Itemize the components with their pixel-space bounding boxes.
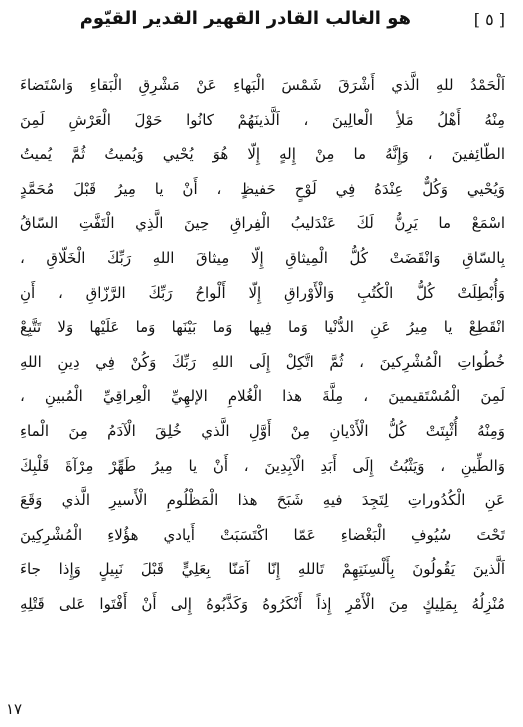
- text-line: اسْمَعْ ما يَرِنُّ لَكَ عَنْدَليبُ الْفِراقِ حِينَ الَّذِي الْتَفَّتِ السّاقُ: [20, 214, 505, 233]
- text-line: بِالسّاقِ وَانْقَضَتْ كُلُّ الْمِيثاقِ إِلّا مِيثاقَ اللهِ رَبِّكَ الْخَلّاقِ ،: [20, 248, 505, 267]
- body-text: [20, 68, 505, 622]
- text-line: اَلَّذينَ يَقُولُونَ بِأَلْسِنَتِهِمْ تَاللهِ إِنّا آمَنّا بِعَلِيٍّ قَبْلَ نَبِيلٍ وَإِذا جاءَ: [20, 560, 505, 579]
- page-header: [18, 2, 505, 42]
- text-line: مِنْهُ أَهْلُ مَلأِ الْعالِينَ ، اَلَّذينَهُمْ كانُوا حَوْلَ الْعَرْشِ لَمِنَ: [20, 110, 505, 129]
- text-line: وَأُبْطِلَتْ كُلُّ الْكُتُبِ وَالْأَوْراقِ إِلّا أَلْواحُ رَبِّكَ الرَّزّاقِ ، أَنِ: [20, 283, 505, 302]
- text-line: عَنِ الْكُدُوراتِ لِتَجِدَ فيهِ شَبَحَ هذا الْمَظْلُومِ الْأَسيرِ الَّذي وَقَعَ: [20, 491, 505, 510]
- text-line: انْقَطِعْ يا مِيرُ عَنِ الدُّنْيا وَما فِيها وَما بَيْنَها وَما عَلَيْها وَلا تَتَّبِعْ: [20, 318, 505, 337]
- text-line: وَيُحْيي وَكُلٌّ عِنْدَهُ فِي لَوْحٍ حَفيظٍ ، أَنْ يا مِيرُ قَبْلَ مُحَمَّدٍ: [20, 179, 505, 198]
- header-title: هو الغالب القادر القهير القدير القيّوم: [79, 8, 411, 29]
- text-line: وَمِنْهُ أُثْبِتَتْ كُلُّ الْأَدْيانِ مِنْ أَوَّلِ الَّذي خُلِقَ الْآدَمُ مِنَ الْماءِ: [20, 421, 505, 440]
- text-line: تَحْتَ سُيُوفِ الْبَغْضاءِ عَمّا اكْتَسَبَتْ أَيادي هؤُلاءِ الْمُشْرِكِينَ: [20, 525, 505, 544]
- text-line: لَمِنَ الْمُسْتَقيمينَ ، مِلَّةَ هذا الْغُلامِ الإلهِيِّ الْعِراقِيِّ الْمُبينِ ،: [20, 387, 505, 406]
- text-line: مُنْزِلُهُ بِمَلِيكٍ مِنَ الْأَمْرِ إِذاً أَنْكَرُوهُ وَكَذَّبُوهُ إِلى أَنْ أَفْتَوا عَلى قَتْلِهِ: [20, 594, 505, 613]
- text-line: اَلْحَمْدُ للهِ الَّذي أَشْرَقَ شَمْسَ الْبَهاءِ عَنْ مَشْرِقِ الْبَقاءِ وَاسْتَضاءَ: [20, 76, 505, 94]
- text-line: وَالطِّينِ ، وَيَثْبُتُ إِلَى أَبَدِ الْآبِدِينَ ، أَنْ يا مِيرُ طَهِّرْ مِرْآةَ قَلْبِكَ: [20, 456, 505, 475]
- text-line: الطّائِفينَ ، وَإِنَّهُ ما مِنْ إِلهٍ إِلّا هُوَ يُحْيي وَيُميتُ ثُمَّ يُميتُ: [20, 145, 505, 164]
- text-line: خُطُواتِ الْمُشْرِكينَ ، ثُمَّ اتَّكِلْ إِلَى اللهِ رَبِّكَ وَكُنْ فِي دِينِ اللهِ: [20, 352, 505, 371]
- section-number: [ ٥ ]: [473, 10, 505, 29]
- page-number: ١٧: [6, 700, 23, 718]
